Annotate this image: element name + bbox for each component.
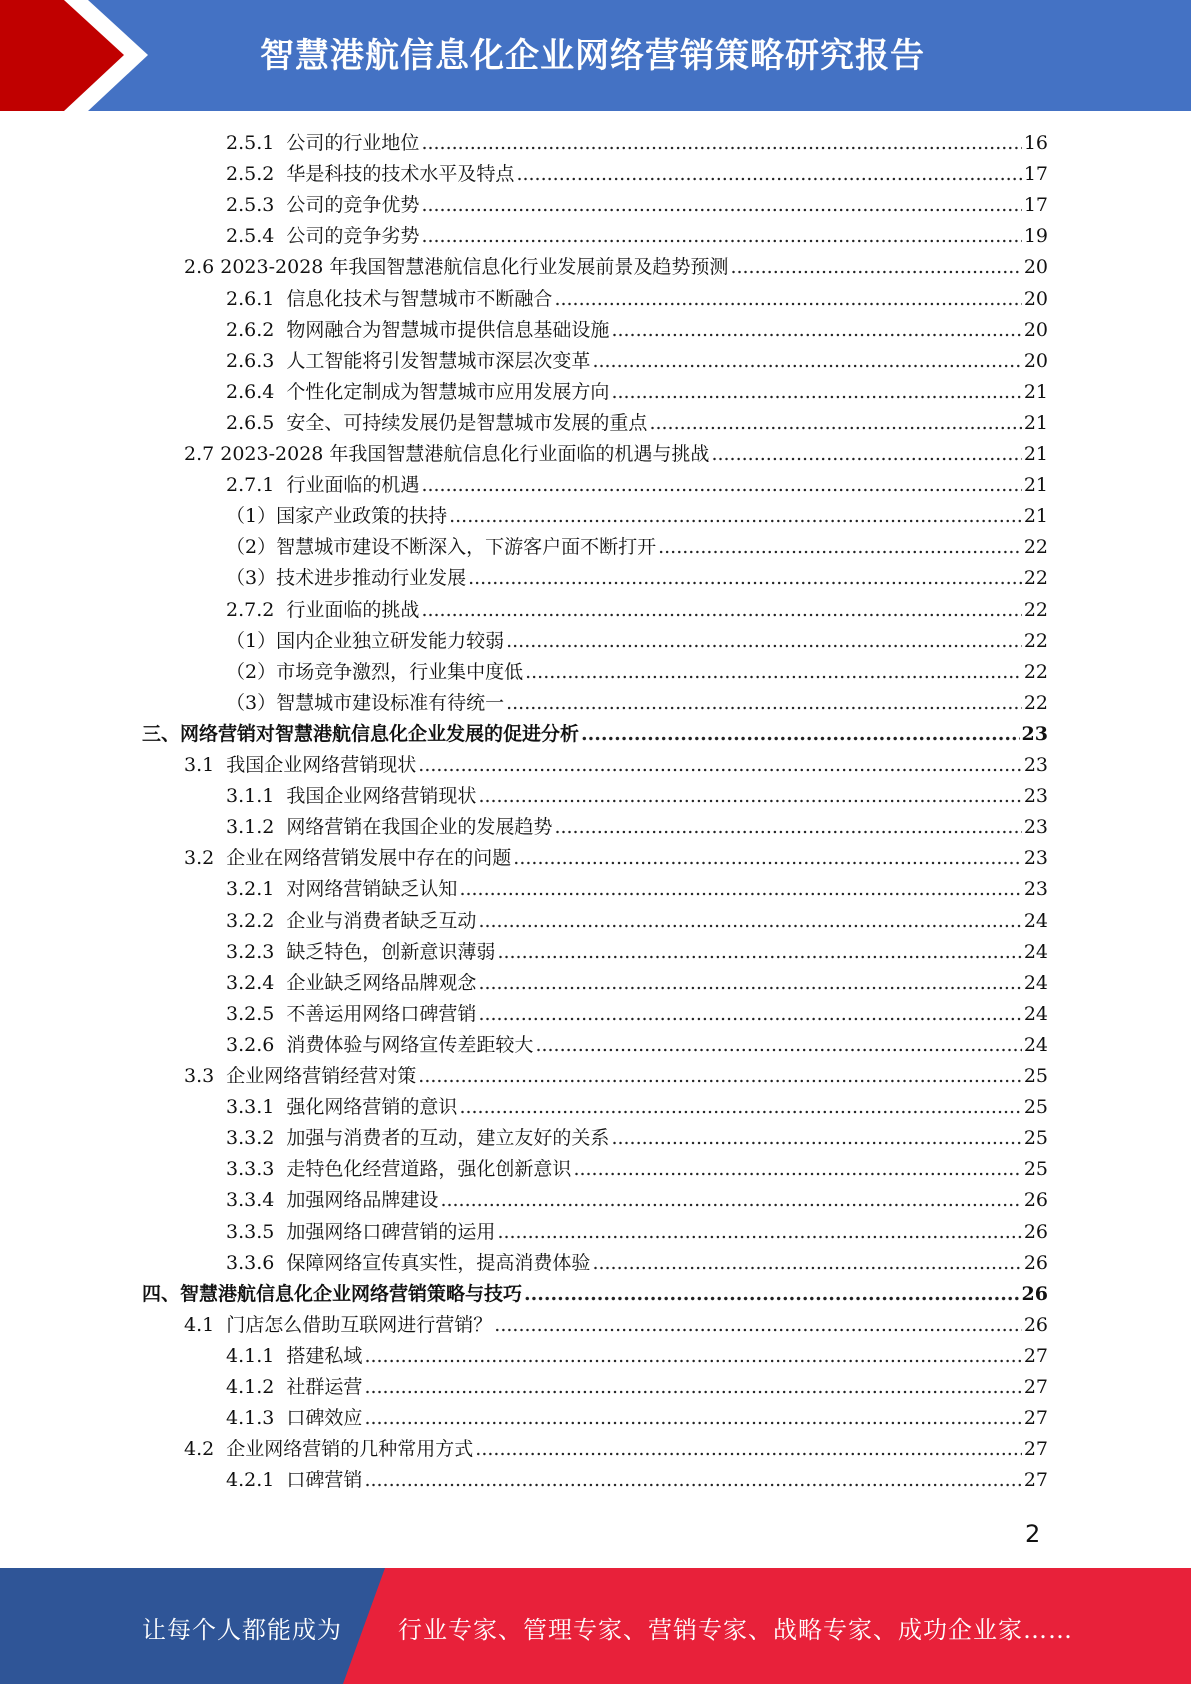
toc-leader-dots — [525, 657, 1022, 687]
toc-entry-label: 4.1.3 口碑效应 — [226, 1407, 363, 1430]
toc-entry-page: 22 — [1023, 567, 1048, 590]
toc-entry-label: 3.3.2 加强与消费者的互动，建立友好的关系 — [226, 1127, 610, 1150]
toc-entry[interactable] — [226, 1465, 1048, 1495]
toc-entry-label: 四、智慧港航信息化企业网络营销策略与技巧 — [142, 1282, 523, 1305]
toc-entry-label: 3.3.5 加强网络口碑营销的运用 — [226, 1220, 496, 1243]
toc-entry[interactable] — [226, 874, 1048, 904]
toc-entry-label: （3）智慧城市建设标准有待统一 — [226, 691, 505, 714]
toc-entry-label: 2.5.2 华是科技的技术水平及特点 — [226, 163, 515, 186]
toc-leader-dots — [513, 843, 1022, 873]
toc-entry[interactable] — [142, 1279, 1048, 1309]
toc-entry-page: 23 — [1023, 878, 1048, 901]
toc-leader-dots — [478, 781, 1021, 811]
toc-entry[interactable] — [226, 1030, 1048, 1060]
toc-entry[interactable] — [226, 781, 1048, 811]
toc-entry[interactable] — [184, 843, 1048, 873]
toc-leader-dots — [649, 408, 1021, 438]
toc-entry-label: 2.6.4 个性化定制成为智慧城市应用发展方向 — [226, 380, 610, 403]
toc-entry[interactable] — [184, 750, 1048, 780]
toc-entry-label: 3.3.4 加强网络品牌建设 — [226, 1189, 439, 1212]
toc-entry-label: 2.6.3 人工智能将引发智慧城市深层次变革 — [226, 349, 591, 372]
toc-entry-page: 25 — [1023, 1065, 1048, 1087]
toc-leader-dots — [364, 1372, 1021, 1402]
toc-leader-dots — [478, 999, 1021, 1029]
toc-entry-page: 25 — [1023, 1158, 1048, 1181]
toc-entry-page: 22 — [1023, 660, 1048, 683]
toc-leader-dots — [592, 346, 1021, 376]
report-title: 智慧港航信息化企业网络营销策略研究报告 — [260, 36, 925, 76]
toc-entry-label: 3.1.1 我国企业网络营销现状 — [226, 785, 477, 808]
toc-entry-page: 26 — [1023, 1189, 1048, 1212]
toc-entry[interactable] — [226, 159, 1048, 189]
toc-leader-dots — [611, 377, 1021, 407]
toc-entry[interactable] — [226, 657, 1048, 687]
toc-entry-page: 23 — [1023, 754, 1048, 776]
toc-leader-dots — [468, 563, 1022, 593]
toc-entry-label: 3.1 我国企业网络营销现状 — [184, 754, 417, 776]
toc-leader-dots — [494, 1310, 1022, 1340]
toc-entry-label: 3.3.3 走特色化经营道路，强化创新意识 — [226, 1158, 572, 1181]
toc-entry[interactable] — [226, 1248, 1048, 1278]
toc-entry-label: 2.6.1 信息化技术与智慧城市不断融合 — [226, 287, 553, 310]
toc-entry-label: 2.7.2 行业面临的挑战 — [226, 598, 420, 621]
toc-leader-dots — [440, 1185, 1021, 1215]
toc-entry-page: 22 — [1023, 691, 1048, 714]
toc-entry-page: 24 — [1023, 1033, 1048, 1056]
toc-entry-label: 3.2.1 对网络营销缺乏认知 — [226, 878, 458, 901]
toc-entry[interactable] — [226, 563, 1048, 593]
toc-entry-label: （2）智慧城市建设不断深入，下游客户面不断打开 — [226, 536, 657, 559]
toc-leader-dots — [535, 1030, 1021, 1060]
toc-entry[interactable] — [226, 1372, 1048, 1402]
toc-entry-page: 21 — [1023, 474, 1048, 497]
toc-entry-page: 23 — [1023, 847, 1048, 870]
toc-leader-dots — [497, 1217, 1021, 1247]
toc-entry-page: 22 — [1023, 629, 1048, 652]
toc-entry-label: 3.3.6 保障网络宣传真实性，提高消费体验 — [226, 1251, 591, 1274]
toc-entry-label: 3.2.6 消费体验与网络宣传差距较大 — [226, 1033, 534, 1056]
toc-leader-dots — [364, 1341, 1021, 1371]
footer-slogan-left: 让每个人都能成为 — [142, 1616, 342, 1644]
toc-entry[interactable] — [226, 999, 1048, 1029]
toc-leader-dots — [459, 1092, 1021, 1122]
toc-entry[interactable] — [226, 595, 1048, 625]
toc-entry-page: 20 — [1023, 287, 1048, 310]
toc-leader-dots — [554, 284, 1021, 314]
toc-entry[interactable] — [226, 408, 1048, 438]
toc-entry-label: 2.7 2023-2028 年我国智慧港航信息化行业面临的机遇与挑战 — [184, 443, 710, 465]
toc-entry-label: 2.6 2023-2028 年我国智慧港航信息化行业发展前景及趋势预测 — [184, 256, 729, 279]
toc-entry-page: 27 — [1023, 1469, 1048, 1492]
toc-leader-dots — [497, 937, 1021, 967]
toc-entry[interactable] — [226, 1092, 1048, 1122]
toc-leader-dots — [524, 1279, 1020, 1309]
toc-entry-label: （2）市场竞争激烈，行业集中度低 — [226, 660, 524, 683]
toc-entry[interactable] — [226, 906, 1048, 936]
toc-entry-label: 3.2.2 企业与消费者缺乏互动 — [226, 909, 477, 932]
toc-leader-dots — [421, 470, 1021, 500]
toc-entry[interactable] — [226, 1403, 1048, 1433]
toc-entry-page: 23 — [1023, 816, 1048, 839]
toc-leader-dots — [506, 688, 1022, 718]
toc-entry-page: 27 — [1023, 1407, 1048, 1430]
toc-entry-page: 21 — [1023, 380, 1048, 403]
toc-entry[interactable] — [226, 1185, 1048, 1215]
toc-entry-label: 3.2 企业在网络营销发展中存在的问题 — [184, 847, 512, 870]
toc-entry-label: 2.5.4 公司的竞争劣势 — [226, 225, 420, 248]
toc-entry-page: 24 — [1023, 909, 1048, 932]
toc-entry-page: 19 — [1023, 225, 1048, 248]
toc-leader-dots — [475, 1434, 1022, 1464]
toc-entry-label: 2.5.3 公司的竞争优势 — [226, 194, 420, 217]
toc-entry-label: 三、网络营销对智慧港航信息化企业发展的促进分析 — [142, 722, 580, 745]
toc-entry[interactable] — [226, 1123, 1048, 1153]
toc-entry-page: 25 — [1023, 1096, 1048, 1119]
footer-slogan-right: 行业专家、管理专家、营销专家、战略专家、成功企业家…… — [398, 1616, 1073, 1644]
toc-entry-page: 20 — [1023, 318, 1048, 341]
toc-leader-dots — [581, 719, 1020, 749]
toc-entry-label: 4.2 企业网络营销的几种常用方式 — [184, 1438, 474, 1461]
toc-entry[interactable] — [226, 377, 1048, 407]
toc-leader-dots — [418, 1061, 1022, 1091]
toc-entry-label: （1）国内企业独立研发能力较弱 — [226, 629, 505, 652]
toc-entry-page: 17 — [1023, 163, 1048, 186]
toc-entry[interactable] — [226, 501, 1048, 531]
toc-entry[interactable] — [184, 1434, 1048, 1464]
toc-leader-dots — [421, 595, 1021, 625]
toc-leader-dots — [449, 501, 1022, 531]
toc-entry[interactable] — [226, 284, 1048, 314]
toc-entry-label: 2.6.5 安全、可持续发展仍是智慧城市发展的重点 — [226, 411, 648, 434]
toc-entry-label: 3.1.2 网络营销在我国企业的发展趋势 — [226, 816, 553, 839]
toc-entry-label: 4.2.1 口碑营销 — [226, 1469, 363, 1492]
toc-entry-label: （3）技术进步推动行业发展 — [226, 567, 467, 590]
toc-entry-label: 3.2.3 缺乏特色，创新意识薄弱 — [226, 940, 496, 963]
toc-entry-label: 4.1.2 社群运营 — [226, 1376, 363, 1398]
toc-leader-dots — [418, 750, 1022, 780]
toc-entry-page: 23 — [1023, 785, 1048, 808]
toc-entry[interactable] — [226, 968, 1048, 998]
toc-entry-page: 20 — [1023, 349, 1048, 372]
toc-leader-dots — [711, 439, 1021, 469]
toc-entry[interactable] — [226, 812, 1048, 842]
toc-entry-page: 24 — [1023, 971, 1048, 994]
toc-entry[interactable] — [226, 1217, 1048, 1247]
toc-entry[interactable] — [184, 1310, 1048, 1340]
toc-entry[interactable] — [226, 346, 1048, 376]
toc-entry[interactable] — [226, 688, 1048, 718]
toc-entry-page: 21 — [1023, 443, 1048, 465]
toc-entry-page: 16 — [1023, 132, 1048, 154]
toc-entry[interactable] — [184, 1061, 1048, 1091]
toc-entry-page: 23 — [1021, 722, 1048, 745]
toc-entry-page: 22 — [1023, 598, 1048, 621]
toc-entry-page: 26 — [1021, 1282, 1048, 1305]
toc-leader-dots — [364, 1465, 1021, 1495]
toc-entry-page: 22 — [1023, 536, 1048, 559]
page-number: 2 — [1025, 1520, 1041, 1548]
toc-entry-label: 3.3 企业网络营销经营对策 — [184, 1065, 417, 1087]
toc-leader-dots — [611, 315, 1021, 345]
toc-entry[interactable] — [184, 439, 1048, 469]
toc-entry[interactable] — [226, 626, 1048, 656]
toc-leader-dots — [478, 968, 1021, 998]
toc-entry-label: 4.1.1 搭建私域 — [226, 1344, 363, 1367]
toc-entry[interactable] — [226, 470, 1048, 500]
toc-entry-page: 24 — [1023, 940, 1048, 963]
toc-entry-page: 26 — [1023, 1313, 1048, 1336]
toc-entry-label: 2.6.2 物网融合为智慧城市提供信息基础设施 — [226, 318, 610, 341]
toc-entry[interactable] — [226, 1341, 1048, 1371]
toc-leader-dots — [573, 1154, 1021, 1184]
toc-leader-dots — [611, 1123, 1021, 1153]
toc-entry-label: （1）国家产业政策的扶持 — [226, 505, 448, 528]
toc-entry-label: 3.3.1 强化网络营销的意识 — [226, 1096, 458, 1119]
toc-entry[interactable] — [226, 532, 1048, 562]
toc-entry-page: 26 — [1023, 1251, 1048, 1274]
toc-leader-dots — [459, 874, 1021, 904]
toc-entry-page: 20 — [1023, 256, 1048, 279]
page-footer — [0, 1568, 1191, 1684]
toc-leader-dots — [516, 159, 1021, 189]
toc-leader-dots — [506, 626, 1022, 656]
toc-entry[interactable] — [226, 1154, 1048, 1184]
toc-leader-dots — [592, 1248, 1021, 1278]
toc-leader-dots — [421, 190, 1021, 220]
toc-leader-dots — [554, 812, 1021, 842]
toc-entry-page: 27 — [1023, 1376, 1048, 1398]
toc-entry[interactable] — [226, 221, 1048, 251]
toc-entry[interactable] — [226, 128, 1048, 158]
toc-entry-page: 26 — [1023, 1220, 1048, 1243]
toc-entry-page: 25 — [1023, 1127, 1048, 1150]
toc-entry-label: 2.7.1 行业面临的机遇 — [226, 474, 420, 497]
toc-entry-page: 27 — [1023, 1344, 1048, 1367]
toc-entry-label: 2.5.1 公司的行业地位 — [226, 132, 420, 154]
toc-entry-page: 27 — [1023, 1438, 1048, 1461]
toc-entry[interactable] — [142, 719, 1048, 749]
toc-entry-label: 4.1 门店怎么借助互联网进行营销？ — [184, 1313, 493, 1336]
toc-entry[interactable] — [226, 937, 1048, 967]
toc-leader-dots — [730, 252, 1021, 282]
toc-entry-page: 21 — [1023, 505, 1048, 528]
toc-entry[interactable] — [184, 252, 1048, 282]
toc-entry-label: 3.2.4 企业缺乏网络品牌观念 — [226, 971, 477, 994]
toc-entry-page: 21 — [1023, 411, 1048, 434]
toc-leader-dots — [364, 1403, 1021, 1433]
toc-entry[interactable] — [226, 315, 1048, 345]
toc-entry-label: 3.2.5 不善运用网络口碑营销 — [226, 1002, 477, 1025]
toc-entry[interactable] — [226, 190, 1048, 220]
toc-leader-dots — [421, 221, 1021, 251]
toc-leader-dots — [421, 128, 1021, 158]
toc-leader-dots — [478, 906, 1021, 936]
page-header — [0, 0, 1191, 111]
toc-entry-page: 24 — [1023, 1002, 1048, 1025]
toc-leader-dots — [658, 532, 1022, 562]
toc-entry-page: 17 — [1023, 194, 1048, 217]
